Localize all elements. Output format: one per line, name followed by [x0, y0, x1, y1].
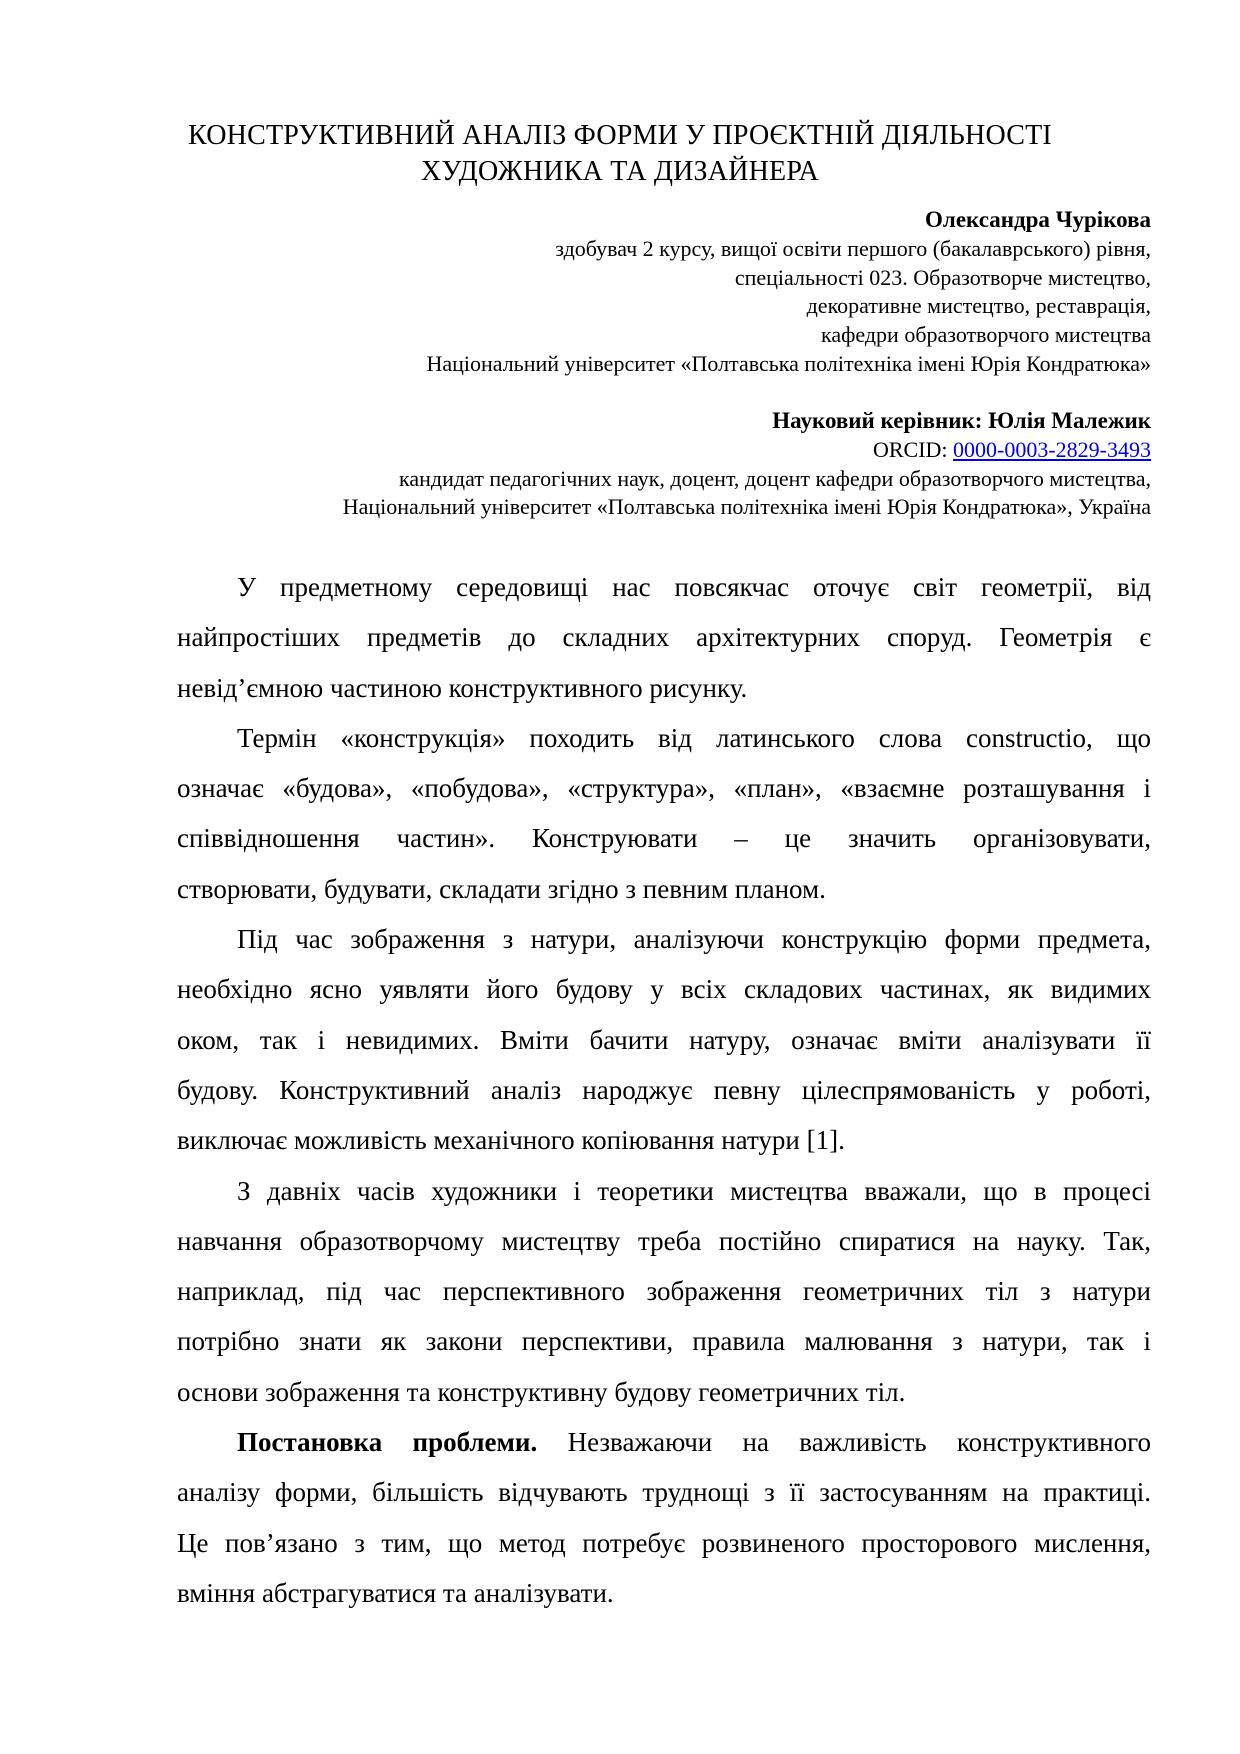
paragraph — [177, 1166, 1151, 1417]
author-affiliation: спеціальності 023. Образотворче мистецтво, — [734, 264, 1151, 290]
text-line: У предметному середовищі нас повсякчас оточує світ геометрії, від — [237, 572, 1151, 602]
title-line: ХУДОЖНИКА ТА ДИЗАЙНЕРА — [421, 156, 819, 187]
orcid-link[interactable]: 0000-0003-2829-3493 — [953, 436, 1151, 462]
text-line: виключає можливість механічного копіювання натури [1]. — [177, 1125, 845, 1156]
text-line: Це пов’язано з тим, що метод потребує розвиненого просторового мислення, — [177, 1527, 1151, 1558]
text-line: Термін «конструкція» походить від латинського слова constructio, що — [237, 722, 1151, 753]
paragraph — [177, 914, 1151, 1165]
text-line: будову. Конструктивний аналіз народжує певну цілеспрямованість у роботі, — [177, 1074, 1151, 1105]
text-line: потрібно знати як закони перспективи, правила малювання з натури, так і — [177, 1326, 1151, 1357]
text-line: означає «будова», «побудова», «структура», «план», «взаємне розташування і — [177, 773, 1151, 804]
supervisor-block — [343, 407, 1151, 522]
text-line: наприклад, під час перспективного зображення геометричних тіл з натури — [177, 1276, 1151, 1307]
text-line: аналізу форми, більшість відчувають труднощі з її застосуванням на практиці. — [177, 1477, 1151, 1508]
text-line: навчання образотворчому мистецтву треба постійно спиратися на науку. Так, — [177, 1225, 1151, 1256]
text-line: основи зображення та конструктивну будову геометричних тіл. — [177, 1376, 906, 1407]
title-line: КОНСТРУКТИВНИЙ АНАЛІЗ ФОРМИ У ПРОЄКТНІЙ ДІЯЛЬНОСТІ — [188, 120, 1052, 151]
author-name: Олександра Чурікова — [925, 207, 1151, 232]
text-line: необхідно ясно уявляти його будову у всіх складових частинах, як видимих — [177, 974, 1151, 1005]
problem-paragraph — [177, 1417, 1151, 1618]
author-affiliation: здобувач 2 курсу, вищої освіти першого (бакалаврського) рівня, — [555, 235, 1151, 261]
text-line: оком, так і невидимих. Вміти бачити натуру, означає вміти аналізувати її — [177, 1024, 1151, 1055]
supervisor-affiliation: Національний університет «Полтавська політехніка імені Юрія Кондратюка», Україна — [342, 494, 1151, 520]
orcid-line — [343, 436, 1151, 465]
author-block — [426, 206, 1151, 379]
text-line: невід’ємною частиною конструктивного рисунку. — [177, 672, 748, 703]
paper-title — [0, 118, 1240, 190]
text-line: найпростіших предметів до складних архітектурних споруд. Геометрія є — [177, 622, 1151, 653]
problem-text: Незважаючи на важливість конструктивного — [537, 1427, 1151, 1458]
supervisor-name: Науковий керівник: Юлія Малежик — [772, 408, 1151, 433]
text-line: співвідношення частин». Конструювати – це значить організовувати, — [177, 823, 1151, 854]
text-line: вміння абстрагуватися та аналізувати. — [177, 1577, 614, 1608]
paragraph — [177, 713, 1151, 914]
text-line: З давніх часів художники і теоретики мистецтва вважали, що в процесі — [237, 1175, 1151, 1206]
problem-heading: Постановка проблеми. — [237, 1427, 538, 1458]
orcid-label: ORCID: — [872, 436, 954, 462]
paragraph — [177, 562, 1151, 713]
author-affiliation: декоративне мистецтво, реставрація, — [806, 293, 1151, 319]
author-affiliation: кафедри образотворчого мистецтва — [821, 322, 1151, 348]
text-line: створювати, будувати, складати згідно з певним планом. — [177, 873, 826, 904]
text-line — [177, 1417, 1151, 1467]
supervisor-affiliation: кандидат педагогічних наук, доцент, доцент кафедри образотворчого мистецтва, — [399, 465, 1151, 491]
body-text — [177, 562, 1151, 1618]
text-line: Під час зображення з натури, аналізуючи конструкцію форми предмета, — [237, 924, 1151, 955]
author-affiliation: Національний університет «Полтавська політехніка імені Юрія Кондратюка» — [426, 350, 1151, 376]
